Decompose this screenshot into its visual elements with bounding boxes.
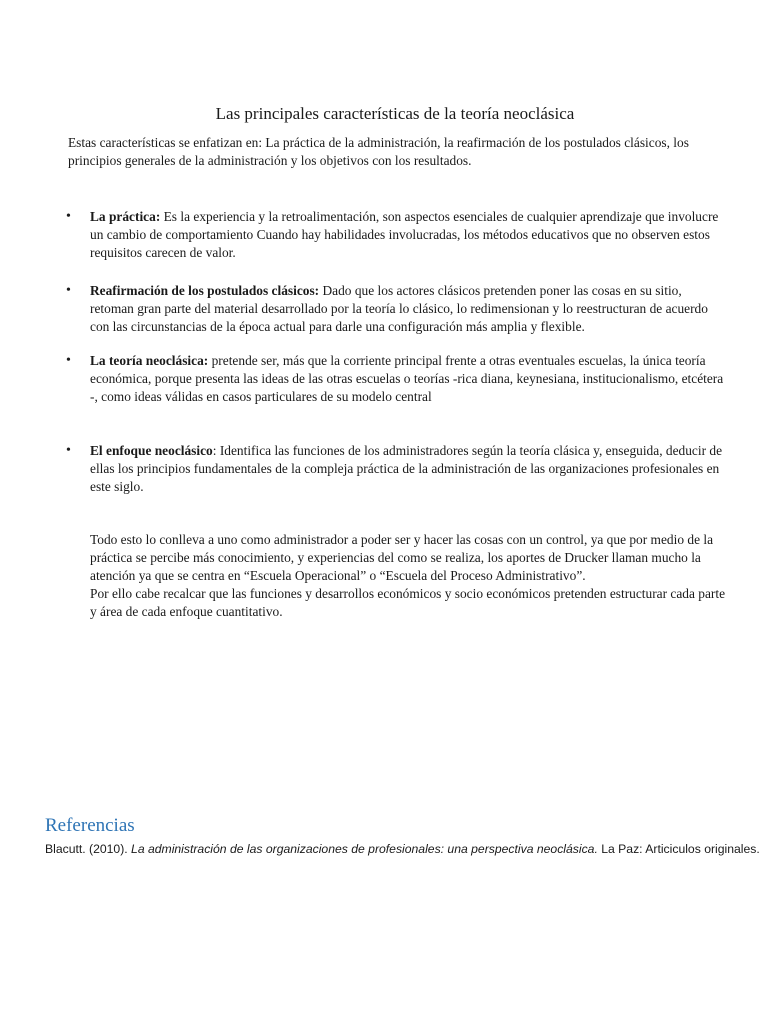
list-item-term: Reafirmación de los postulados clásicos: <box>90 283 320 298</box>
bullet-icon: • <box>66 443 71 458</box>
list-item-text: Dado que los actores clásicos pretenden poner las cosas en su sitio, retoman gran parte del material desarrollado por la teoría lo clásico, lo redimensionan y lo reestructuran de acuerdo con las circunstancias de la época actual para darle una configuración más amplia y flexible. <box>90 283 708 334</box>
reference-title: La administración de las organizaciones de profesionales: una perspectiva neoclásica. <box>131 842 598 856</box>
bullet-icon: • <box>66 209 71 224</box>
reference-entry <box>45 840 768 859</box>
list-item-text: pretende ser, más que la corriente principal frente a otras eventuales escuelas, la única teoría económica, porque presenta las ideas de las otras escuelas o teorías -rica diana, keynesiana, institucionalismo, etcétera -, como ideas válidas en casos particulares de su modelo central <box>90 353 724 404</box>
list-item-text: : Identifica las funciones de los administradores según la teoría clásica y, enseguida, deducir de ellas los principios fundamentales de la compleja práctica de la administración de las organizaciones profesionales en este siglo. <box>90 443 723 494</box>
bullet-icon: • <box>66 353 71 368</box>
closing-line: Por ello cabe recalcar que las funciones y desarrollos económicos y socio económicos pretenden estructurar cada parte y área de cada enfoque cuantitativo. <box>90 586 726 619</box>
closing-line: Todo esto lo conlleva a uno como administrador a poder ser y hacer las cosas con un control, ya que por medio de la práctica se percibe más conocimiento, y experiencias del como se realiza, los aportes de Drucker llaman mucho la atención ya que se centra en “Escuela Operacional” o “Escuela del Proceso Administrativo”. <box>90 532 714 583</box>
reference-publisher: La Paz: Articiculos originales. <box>597 842 760 856</box>
bullet-icon: • <box>66 283 71 298</box>
list-item-term: La práctica: <box>90 209 161 224</box>
list-item-text: Es la experiencia y la retroalimentación, son aspectos esenciales de cualquier aprendizaje que involucre un cambio de comportamiento Cuando hay habilidades involucradas, los métodos educativos que no observen estos requisitos carecen de valor. <box>90 209 719 260</box>
list-item-term: La teoría neoclásica: <box>90 353 209 368</box>
references-heading: Referencias <box>45 815 135 836</box>
intro-paragraph: Estas características se enfatizan en: La práctica de la administración, la reafirmación de los postulados clásicos, los principios generales de la administración y los objetivos con los resultados. <box>68 135 689 168</box>
list-item-term: El enfoque neoclásico <box>90 443 213 458</box>
closing-paragraph <box>90 531 726 621</box>
page-title: Las principales características de la teoría neoclásica <box>215 104 575 123</box>
reference-author-year: Blacutt. (2010). <box>45 842 132 856</box>
